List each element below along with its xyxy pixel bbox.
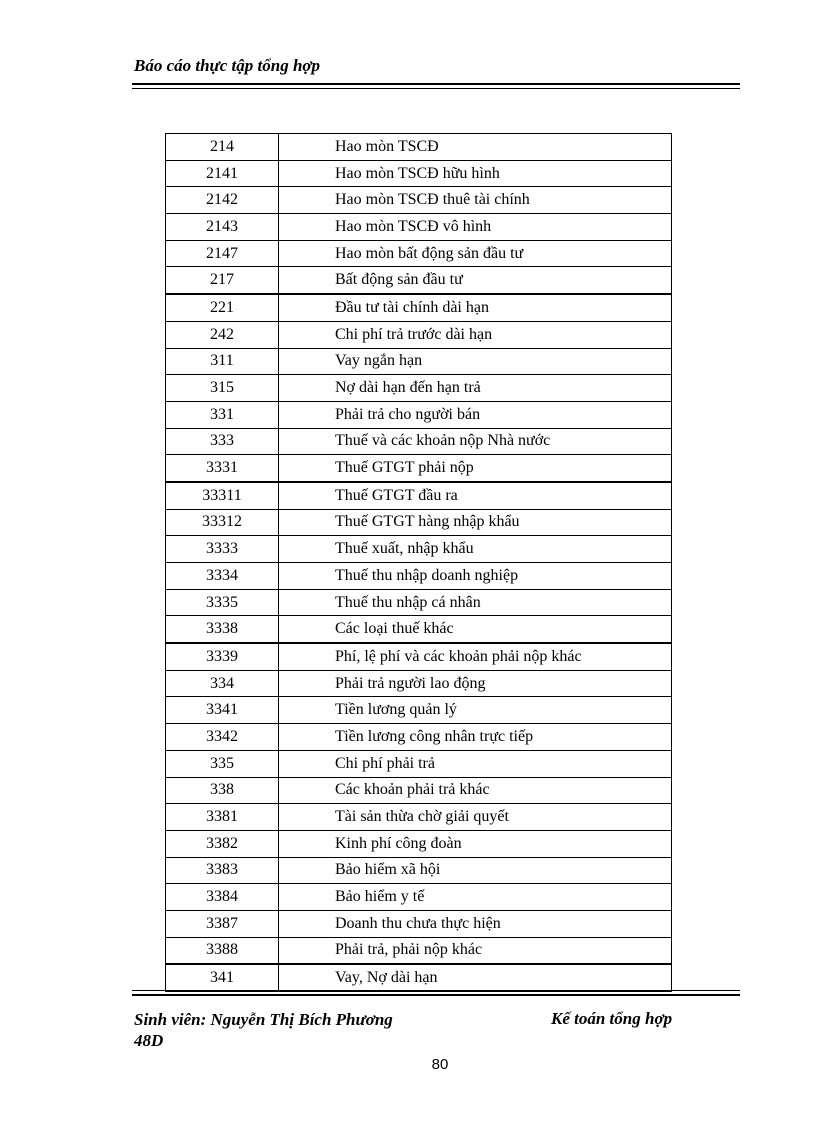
- account-name: Hao mòn TSCĐ hữu hình: [279, 160, 672, 187]
- student-class: 48D: [134, 1031, 164, 1050]
- account-code: 2143: [166, 214, 279, 241]
- table-row: [166, 187, 672, 214]
- table-row: [166, 134, 672, 161]
- table-row: [166, 697, 672, 724]
- account-name: Hao mòn TSCĐ thuê tài chính: [279, 187, 672, 214]
- account-code: 3387: [166, 910, 279, 937]
- account-name: Thuế xuất, nhập khẩu: [279, 536, 672, 563]
- account-code: 3334: [166, 563, 279, 590]
- footer-rule-top: [132, 990, 740, 991]
- account-code: 331: [166, 401, 279, 428]
- account-name: Bảo hiểm y tế: [279, 884, 672, 911]
- table-row: [166, 509, 672, 536]
- account-code: 217: [166, 267, 279, 294]
- footer-report-title: Kế toán tổng hợp: [551, 1009, 673, 1028]
- account-name: Vay, Nợ dài hạn: [279, 964, 672, 991]
- table-row: [166, 294, 672, 321]
- table-row: [166, 455, 672, 482]
- table-row: [166, 375, 672, 402]
- account-name: Doanh thu chưa thực hiện: [279, 910, 672, 937]
- account-name: Hao mòn bất động sản đầu tư: [279, 240, 672, 267]
- account-code: 3333: [166, 536, 279, 563]
- account-name: Thuế thu nhập cá nhân: [279, 589, 672, 616]
- table-row: [166, 267, 672, 294]
- account-name: Chi phí phải trả: [279, 750, 672, 777]
- table-row: [166, 563, 672, 590]
- account-name: Kinh phí công đoàn: [279, 830, 672, 857]
- table-row: [166, 910, 672, 937]
- account-code: 338: [166, 777, 279, 804]
- table-row: [166, 321, 672, 348]
- account-code: 3381: [166, 804, 279, 831]
- page-number: 80: [431, 1056, 449, 1073]
- table-row: [166, 482, 672, 509]
- table-row: [166, 643, 672, 670]
- account-name: Vay ngắn hạn: [279, 348, 672, 375]
- account-code: 3335: [166, 589, 279, 616]
- header-rule-bottom: [132, 88, 740, 89]
- account-code: 2141: [166, 160, 279, 187]
- account-name: Thuế GTGT đầu ra: [279, 482, 672, 509]
- table-row: [166, 937, 672, 964]
- account-name: Thuế và các khoản nộp Nhà nước: [279, 428, 672, 455]
- table-row: [166, 589, 672, 616]
- account-name: Thuế thu nhập doanh nghiệp: [279, 563, 672, 590]
- account-name: Các khoản phải trả khác: [279, 777, 672, 804]
- account-name: Thuế GTGT phải nộp: [279, 455, 672, 482]
- account-code: 3342: [166, 724, 279, 751]
- account-name: Nợ dài hạn đến hạn trả: [279, 375, 672, 402]
- account-code: 33311: [166, 482, 279, 509]
- account-code: 334: [166, 670, 279, 697]
- account-code: 2142: [166, 187, 279, 214]
- account-code: 242: [166, 321, 279, 348]
- account-name: Hao mòn TSCĐ vô hình: [279, 214, 672, 241]
- account-code: 335: [166, 750, 279, 777]
- footer-student: [134, 1009, 393, 1051]
- account-code: 315: [166, 375, 279, 402]
- account-name: Phải trả, phải nộp khác: [279, 937, 672, 964]
- account-code: 33312: [166, 509, 279, 536]
- table-row: [166, 536, 672, 563]
- account-name: Tài sản thừa chờ giải quyết: [279, 804, 672, 831]
- account-code: 3384: [166, 884, 279, 911]
- table-row: [166, 160, 672, 187]
- account-code: 341: [166, 964, 279, 991]
- table-row: [166, 777, 672, 804]
- account-code: 3388: [166, 937, 279, 964]
- account-code: 3338: [166, 616, 279, 643]
- account-name: Tiền lương công nhân trực tiếp: [279, 724, 672, 751]
- account-name: Tiền lương quản lý: [279, 697, 672, 724]
- table-row: [166, 857, 672, 884]
- table-row: [166, 724, 672, 751]
- account-code: 3339: [166, 643, 279, 670]
- table-row: [166, 884, 672, 911]
- account-name: Thuế GTGT hàng nhập khẩu: [279, 509, 672, 536]
- table-row: [166, 964, 672, 991]
- account-code: 333: [166, 428, 279, 455]
- footer-rule-bottom: [132, 994, 740, 996]
- account-code: 3341: [166, 697, 279, 724]
- account-code: 2147: [166, 240, 279, 267]
- table-row: [166, 804, 672, 831]
- table-row: [166, 616, 672, 643]
- table-row: [166, 240, 672, 267]
- account-name: Đầu tư tài chính dài hạn: [279, 294, 672, 321]
- table-row: [166, 670, 672, 697]
- account-name: Hao mòn TSCĐ: [279, 134, 672, 161]
- account-code: 3382: [166, 830, 279, 857]
- student-name: Sinh viên: Nguyễn Thị Bích Phương: [134, 1010, 393, 1029]
- table-row: [166, 750, 672, 777]
- account-code: 221: [166, 294, 279, 321]
- account-name: Phải trả người lao động: [279, 670, 672, 697]
- account-code: 3383: [166, 857, 279, 884]
- account-table: [165, 133, 672, 992]
- account-code: 311: [166, 348, 279, 375]
- header-rule-top: [132, 83, 740, 85]
- account-name: Các loại thuế khác: [279, 616, 672, 643]
- table-row: [166, 401, 672, 428]
- account-code: 214: [166, 134, 279, 161]
- account-name: Chi phí trả trước dài hạn: [279, 321, 672, 348]
- account-name: Bảo hiểm xã hội: [279, 857, 672, 884]
- table-row: [166, 348, 672, 375]
- table-row: [166, 830, 672, 857]
- table-row: [166, 214, 672, 241]
- table-row: [166, 428, 672, 455]
- account-name: Bất động sản đầu tư: [279, 267, 672, 294]
- account-name: Phí, lệ phí và các khoản phải nộp khác: [279, 643, 672, 670]
- account-name: Phải trả cho người bán: [279, 401, 672, 428]
- account-code: 3331: [166, 455, 279, 482]
- page-header-title: Báo cáo thực tập tổng hợp: [134, 56, 321, 75]
